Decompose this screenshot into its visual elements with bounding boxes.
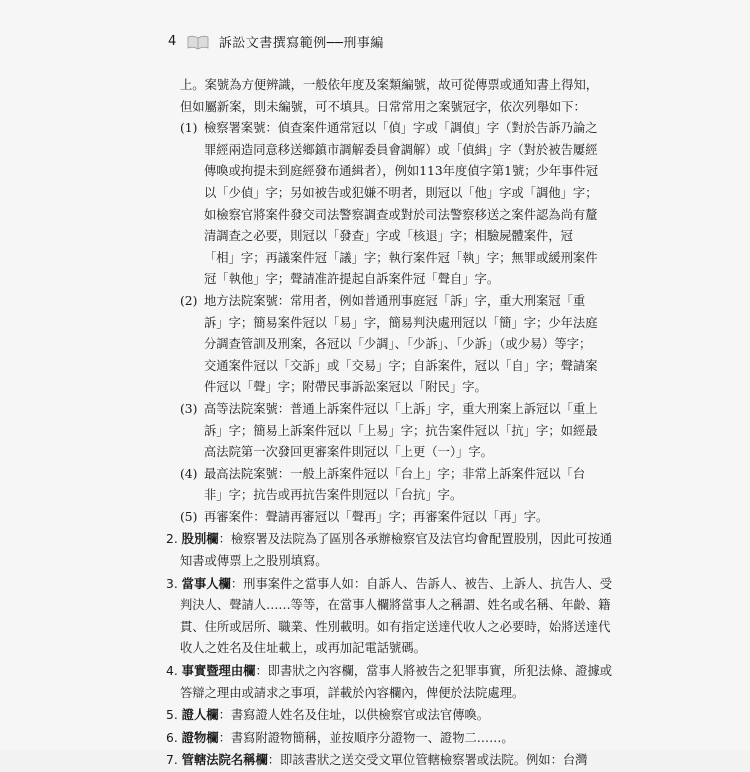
- field-item: 6. 證物欄：書寫附證物簡稱，並按順序分證物一、證物二……。: [166, 729, 514, 745]
- field-item: 7. 管轄法院名稱欄：即該書狀之送交受文單位管轄檢察署或法院。例如：台灣: [166, 752, 588, 768]
- case-number-item: (1) 檢察署案號：偵查案件通常冠以「偵」字或「調偵」字（對於告訴乃論之罪經兩造同意移送鄉鎮市調解委員會調解）或「偵緝」字（對於被告屢經傳喚或拘提未到庭經發布通緝者），例如113年度偵字第1號；少年事件冠以「少偵」字；另如被告或犯嫌不明者，則冠以「他」字或「調他」字；如檢察官將案件發交司法警察調查或對於司法警察移送之案件認為尚有釐清調查之必要，則冠以「發查」字或「核退」字；相驗屍體案件，冠「相」字；再議案件冠「議」字；執行案件冠「執」字；無罪或緩刑案件冠「執他」字；聲請准許提起自訴案件冠「聲自」字。: [180, 121, 599, 287]
- open-book-icon: [187, 34, 209, 50]
- field-item: 2. 股別欄：檢察署及法院為了區別各承辦檢察官及法官均會配置股別，因此可按通知書或傳票上之股別填寫。: [166, 531, 613, 569]
- case-number-item: (4) 最高法院案號：一般上訴案件冠以「台上」字；非常上訴案件冠以「台非」字；抗告或再抗告案件則冠以「台抗」字。: [180, 466, 586, 503]
- running-title: 訴訟文書撰寫範例──刑事編: [218, 36, 384, 51]
- intro-paragraph: 上。案號為方便辨識，一般依年度及案類編號，故可從傳票或通知書上得知，但如屬新案，則未編號，可不填具。日常常用之案號冠字，依次列舉如下：: [180, 78, 599, 114]
- case-number-item: (3) 高等法院案號：普通上訴案件冠以「上訴」字，重大刑案上訴冠以「重上訴」字；簡易上訴案件冠以「上易」字；抗告案件冠以「抗」字；如經最高法院第一次發回更審案件則冠以「上更（一）」字。: [180, 401, 598, 460]
- field-label: 證人欄: [181, 707, 219, 723]
- field-label: 事實暨理由欄: [181, 663, 256, 679]
- case-number-item: (5) 再審案件：聲請再審冠以「聲再」字；再審案件冠以「再」字。: [180, 509, 549, 524]
- field-label: 管轄法院名稱欄: [181, 752, 268, 768]
- case-number-item: (2) 地方法院案號：常用者，例如普通刑事庭冠「訴」字，重大刑案冠「重訴」字；簡易案件冠以「易」字，簡易判決處刑冠以「簡」字；少年法庭分調查管訓及刑案，各冠以「少調」、「少訴」、「少訴」（或少易）等字；交通案件冠以「交訴」或「交易」字；自訴案件，冠以「自」字；聲請案件冠以「聲」字；附帶民事訴訟案冠以「附民」字。: [180, 293, 598, 395]
- field-item: 3. 當事人欄：刑事案件之當事人如：自訴人、告訴人、被告、上訴人、抗告人、受判決人、聲請人……等等，在當事人欄將當事人之稱謂、姓名或名稱、年齡、籍貫、住所或居所、職業、性別載明。如有指定送達代收人之必要時，始將送達代收人之姓名及住址載上，或再加記電話號碼。: [166, 575, 613, 656]
- field-item: 5. 證人欄：書寫證人姓名及住址，以供檢察官或法官傳喚。: [166, 707, 490, 723]
- page-header: [168, 32, 384, 51]
- field-label: 證物欄: [181, 729, 219, 745]
- page-number: 4: [168, 34, 177, 49]
- field-item: 4. 事實暨理由欄：即書狀之內容欄，當事人將被告之犯罪事實，所犯法條、證據或答辯之理由或請求之事項，詳載於內容欄內，俾便於法院處理。: [166, 663, 613, 700]
- field-label: 當事人欄: [181, 575, 231, 591]
- field-label: 股別欄: [181, 531, 219, 547]
- body-text: [166, 75, 613, 772]
